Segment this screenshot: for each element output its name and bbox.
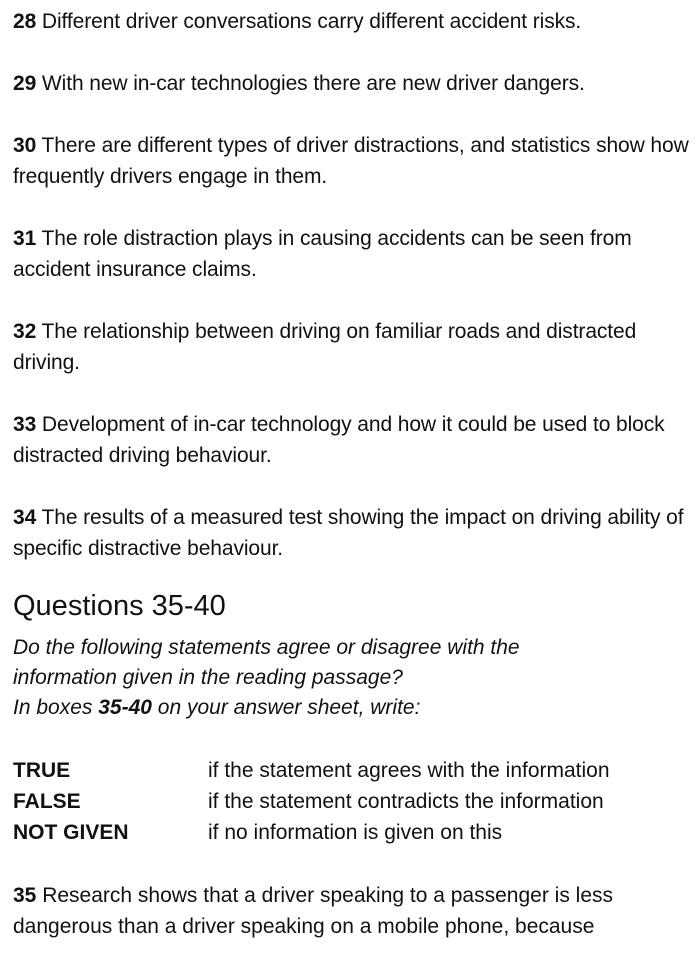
question-number: 32 bbox=[13, 320, 37, 343]
legend-row-false bbox=[13, 786, 693, 817]
question-31 bbox=[13, 223, 693, 285]
legend-desc: if the statement contradicts the information bbox=[208, 790, 604, 813]
instruction-line: information given in the reading passage? bbox=[13, 666, 403, 689]
question-29 bbox=[13, 68, 693, 99]
question-number: 29 bbox=[13, 72, 37, 95]
question-35 bbox=[13, 880, 693, 942]
question-text: The role distraction plays in causing accidents can be seen from accident insurance claims. bbox=[13, 227, 632, 281]
legend-key: TRUE bbox=[13, 759, 71, 782]
instruction-line: Do the following statements agree or disagree with the bbox=[13, 636, 520, 659]
question-number: 34 bbox=[13, 506, 37, 529]
question-number: 28 bbox=[13, 10, 37, 33]
question-text: The results of a measured test showing the impact on driving ability of specific distractive behaviour. bbox=[13, 506, 684, 560]
legend-key: NOT GIVEN bbox=[13, 821, 129, 844]
question-text: With new in-car technologies there are new driver dangers. bbox=[41, 72, 585, 95]
question-34 bbox=[13, 502, 693, 564]
section-title: Questions 35-40 bbox=[13, 590, 226, 622]
question-28 bbox=[13, 6, 693, 37]
instruction-range: 35-40 bbox=[98, 696, 152, 719]
legend-row-true bbox=[13, 755, 693, 786]
answer-legend bbox=[13, 755, 693, 848]
question-text: Development of in-car technology and how it could be used to block distracted driving behaviour. bbox=[13, 413, 665, 467]
question-number: 30 bbox=[13, 134, 37, 157]
question-33 bbox=[13, 409, 693, 471]
question-text: Research shows that a driver speaking to a passenger is less dangerous than a driver speaking on a mobile phone, because bbox=[13, 884, 613, 938]
document-page bbox=[13, 6, 693, 963]
instruction-text: In boxes bbox=[13, 696, 99, 719]
question-number: 35 bbox=[13, 884, 37, 907]
legend-row-not-given bbox=[13, 817, 693, 848]
question-text: Different driver conversations carry different accident risks. bbox=[41, 10, 582, 33]
question-text: There are different types of driver distractions, and statistics show how frequently drivers engage in them. bbox=[13, 134, 689, 188]
instruction-line bbox=[13, 693, 693, 723]
legend-desc: if the statement agrees with the information bbox=[208, 759, 610, 782]
question-30 bbox=[13, 130, 693, 192]
legend-desc: if no information is given on this bbox=[208, 821, 503, 844]
question-number: 33 bbox=[13, 413, 37, 436]
question-32 bbox=[13, 316, 693, 378]
legend-key: FALSE bbox=[13, 790, 81, 813]
question-number: 31 bbox=[13, 227, 37, 250]
instruction-text: on your answer sheet, write: bbox=[151, 696, 421, 719]
question-text: The relationship between driving on familiar roads and distracted driving. bbox=[13, 320, 637, 374]
instructions bbox=[13, 633, 693, 723]
